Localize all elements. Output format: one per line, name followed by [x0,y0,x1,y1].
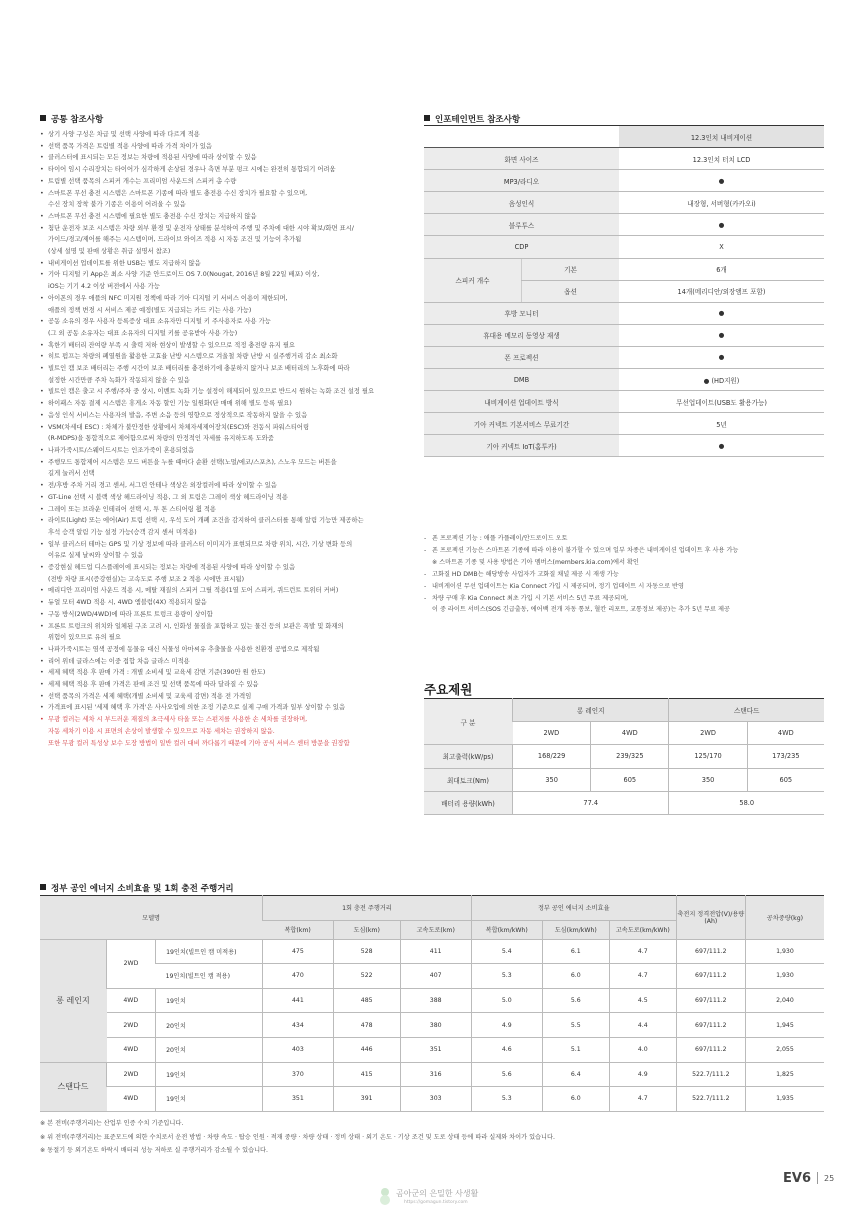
info-note: - 고화질 HD DMB는 해당방송 사업자가 고화질 채널 제공 시 재생 가능 [424,569,824,581]
note-item: • 그레이 또는 브라운 인테리어 선택 시, 투 톤 스티어링 휠 적용 [40,504,408,516]
power-label: 최고출력(kW/ps) [424,745,513,768]
note-item: • 라이트(Light) 또는 에어(Air) 트림 선택 시, 우석 도어 개폐 조건을 감지하여 클러스터를 통해 알림 기능만 제공하는 [40,515,408,527]
divider [817,1172,818,1184]
value-cell: 6.0 [542,1087,609,1112]
info-label: 기아 커넥트 IoT(홈투카) [424,435,619,457]
info-row [424,192,824,214]
value-cell: 5.1 [542,1037,609,1062]
info-value: 내장형, 서버형(카카오i) [619,192,824,214]
info-label: 휴대용 메모리 동영상 재생 [424,324,619,346]
torque-value: 350 [513,768,591,791]
value-cell: 470 [263,964,334,989]
efficiency-footnotes [40,1117,555,1158]
value-cell: 4.5 [609,988,676,1013]
info-note: - 폰 프로젝션 기능 : 애플 카플레이/안드로이드 오토 [424,533,824,545]
specs-title: 주요제원 [424,682,473,697]
note-item: • 빌트인 캠은 출고 시 주행/주차 중 상시, 이벤트 녹화 기능 설정이 해제되어 있으므로 반드시 원하는 녹화 조건 설정 필요 [40,386,408,398]
note-item: 후석 승객 알림 기능 설정 가능(승객 감지 센서 미적용) [48,528,197,536]
value-cell: 1,825 [745,1062,824,1087]
value-cell: 522.7/111.2 [676,1087,745,1112]
note-item: • 가격표에 표시된 '세제 혜택 후 가격'은 사사오입에 의한 조정 기준으로 실제 구매 가격과 일부 상이할 수 있음 [40,702,408,714]
note-item: • 혹한기 배터리 잔여량 부족 시 출력 저하 현상이 발생할 수 있으므로 적정 충전량 유지 필요 [40,340,408,352]
note-item: 길게 눌러서 선택 [48,470,95,478]
watermark [378,1186,488,1210]
note-item: • GT-Line 선택 시 블랙 색상 헤드라이닝 적용, 그 외 트림은 그레이 색상 헤드라이닝 적용 [40,492,408,504]
value-cell: 478 [333,1013,400,1038]
watermark-text: 곰아군의 은밀한 사생활 [396,1189,479,1198]
info-value: ● [619,324,824,346]
value-cell: 351 [400,1037,471,1062]
drive-cell: 4WD [591,722,669,745]
info-value: 5년 [619,413,824,435]
table-row [40,1013,824,1038]
drive-cell: 2WD [107,1013,156,1038]
note-item: 또한 무광 컬러 특성상 보수 도장 방법이 일반 컬러 대비 까다롭기 때문에 기아 공식 서비스 센터 방문을 권장함 [48,739,350,747]
efficiency-table [40,895,824,1112]
value-cell: 4.7 [609,939,676,964]
info-label: CDP [424,236,619,258]
info-note: ※ 스마트폰 기종 및 사용 방법은 기아 멤버스(members.kia.com)에서 확인 [432,558,639,566]
info-row [424,236,824,258]
info-row [424,148,824,170]
value-cell: 522.7/111.2 [676,1062,745,1087]
value-cell: 403 [263,1037,334,1062]
note-item: • 세제 혜택 적용 후 판매 가격은 판매 조건 및 선택 품목에 따라 달라질 수 있음 [40,679,408,691]
note-item: • 첨단 운전자 보조 시스템은 차량 외부 환경 및 운전자 상태를 분석하여 주행 및 주차에 대한 시야 확보/화면 표시/ [40,223,408,235]
drive-cell: 4WD [107,988,156,1013]
info-value: 12.3인치 터치 LCD [619,148,824,170]
common-notes-list [40,129,408,749]
page-num: 25 [824,1174,835,1183]
torque-label: 최대토크(Nm) [424,768,513,791]
eff-range-header: 1회 충전 주행거리 [263,896,472,921]
value-cell: 6.4 [542,1062,609,1087]
note-item: • 타이어 임시 수리장치는 타이어가 심각하게 손상된 경우나 측면 부분 펑크 시에는 완전히 통합되기 어려움 [40,164,408,176]
note-item: • 일부 클러스터 테마는 GPS 및 기상 정보에 따라 클러스터 이미지가 표현되므로 차량 위치, 시간, 기상 변화 등의 [40,539,408,551]
note-item: • 빌트인 캠 보조 배터리는 주행 시간이 보조 배터리를 충전하기에 충분하지 않거나 보조 배터리의 노후화에 따라 [40,363,408,375]
wheel-cell: 19인치(빌트인 캠 미적용) [156,939,263,964]
model-name: EV6 [783,1171,811,1186]
info-row [424,435,824,457]
note-item: • 프론트 트렁크의 위치와 일체된 구조 고려 시, 인화성 물질을 포함하고 있는 물건 등의 보관은 폭발 및 화재의 [40,621,408,633]
eff-sub-header: 도심(km) [333,920,400,939]
value-cell: 1,930 [745,939,824,964]
note-item: • 하이패스 자동 결제 시스템은 휴게소 자동 할인 기능 일원화(단 매매 위해 별도 등록 필요) [40,398,408,410]
note-item: (전방 차량 표시(증강현실)는 고속도로 주행 보조 2 적용 시에만 표시됨) [48,575,245,583]
specs-long-range: 롱 레인지 [513,699,669,722]
speaker-option-value: 14개(메리디안/외장앰프 포함) [619,280,824,302]
infotainment-notes [424,533,824,616]
drive-cell: 2WD [107,1062,156,1087]
note-item: • 듀얼 모터 4WD 적용 시, 4WD 엠블럼(4X) 적용되지 않음 [40,597,408,609]
value-cell: 522 [333,964,400,989]
value-cell: 351 [263,1087,334,1112]
table-row [40,988,824,1013]
info-row [424,302,824,324]
note-item: • 나파가죽시트/스웨이드시트는 인조가죽이 혼용되었음 [40,445,408,457]
info-header-row [424,126,824,148]
wheel-cell: 20인치 [156,1037,263,1062]
value-cell: 4.0 [609,1037,676,1062]
value-cell: 697/111.2 [676,1013,745,1038]
note-item: • 기아 디지털 키 App은 최소 사양 기준 안드로이드 OS 7.0(Nougat, 2016년 8월 22일 배포) 이상, [40,269,408,281]
value-cell: 415 [333,1062,400,1087]
note-item: • 메리디안 프리미엄 사운드 적용 시, 메탈 재질의 스피커 그릴 적용(1열 도어 스피커, 퀴드런트 트위터 커버) [40,585,408,597]
torque-value: 605 [747,768,824,791]
value-cell: 5.3 [471,1087,542,1112]
eff-model-header: 모델명 [40,896,263,940]
table-row [40,1062,824,1087]
eff-sub-header: 복합(km/kWh) [471,920,542,939]
info-row [424,346,824,368]
wheel-cell: 19인치 [156,988,263,1013]
battery-label: 배터리 용량(kWh) [424,791,513,814]
info-value: ● [619,302,824,324]
common-notes [40,113,408,749]
value-cell: 388 [400,988,471,1013]
note-item: • 무광 컬러는 세차 시 부드러운 재질의 초극세사 타올 또는 스펀지를 사용한 손 세차를 권장하며, [40,714,408,726]
note-item: • 나파가죽시트는 염색 공정에 동물유 대신 식물성 아마씨유 추출물을 사용한 친환경 공법으로 제작됨 [40,644,408,656]
note-item: • 공동 소유의 경우 사용자 등록증상 대표 소유자만 디지털 키 주사용자로 사용 가능 [40,316,408,328]
note-item: • 히트 펌프는 차량의 폐열원을 활용한 고효율 난방 시스템으로 겨울철 차량 난방 시 실주행거리 감소 최소화 [40,351,408,363]
info-note: - 내비게이션 무선 업데이트는 Kia Connect 가입 시 제공되며, 정기 업데이트 시 자동으로 반영 [424,581,824,593]
note-item: (그 외 공동 소유자는 대표 소유자의 디지털 키를 공유받아 사용 가능) [48,329,238,337]
note-item: • 아이폰의 경우 애플의 NFC 미지원 정책에 따라 기아 디지털 키 서비스 이용이 제한되며, [40,293,408,305]
eff-voltage-header: 축전지 정격전압(V)/용량(Ah) [676,896,745,940]
torque-value: 350 [669,768,747,791]
info-value: X [619,236,824,258]
note-item: • 내비게이션 업데이트를 위한 USB는 별도 지급하지 않음 [40,258,408,270]
value-cell: 446 [333,1037,400,1062]
table-row [40,1037,824,1062]
value-cell: 5.5 [542,1013,609,1038]
info-col-header: 12.3인치 내비게이션 [619,126,824,148]
torque-value: 605 [591,768,669,791]
value-cell: 1,930 [745,964,824,989]
speaker-basic-value: 6개 [619,258,824,280]
eff-sub-header: 고속도로(km/kWh) [609,920,676,939]
speaker-basic-label: 기본 [522,258,620,280]
drive-cell: 4WD [747,722,824,745]
note-item: • 트림별 선택 품목의 스피커 개수는 프리미엄 사운드의 스피커 총 수량 [40,176,408,188]
note-item: iOS는 기기 4.2 이상 버전에서 사용 가능 [48,283,160,291]
infotainment-title: 인포테인먼트 참조사항 [424,113,520,125]
info-note: - 폰 프로젝션 기능은 스마트폰 기종에 따라 이용이 불가할 수 있으며 일부 차종은 내비게이션 업데이트 후 사용 가능 [424,545,824,557]
value-cell: 4.4 [609,1013,676,1038]
watermark-url: https://gomagun.tistory.com [404,1200,468,1205]
model-standard: 스탠다드 [40,1062,107,1111]
value-cell: 1,935 [745,1087,824,1112]
table-row [40,1087,824,1112]
value-cell: 4.9 [609,1062,676,1087]
value-cell: 5.6 [471,1062,542,1087]
info-value: ● [619,214,824,236]
specs-table [424,698,824,815]
note-item: 이유로 실제 날씨와 상이할 수 있음 [48,552,144,560]
info-value: ● [619,346,824,368]
battery-value: 77.4 [513,791,669,814]
note-item: • 세제 혜택 적용 후 판매 가격 : 개별 소비세 및 교육세 감면 기준(390만 원 한도) [40,667,408,679]
eff-sub-header: 고속도로(km) [400,920,471,939]
value-cell: 407 [400,964,471,989]
battery-value: 58.0 [669,791,824,814]
info-row [424,170,824,192]
table-row [40,939,824,964]
info-label: 폰 프로젝션 [424,346,619,368]
note-item: 위험이 있으므로 유의 필요 [48,634,121,642]
speaker-option-label: 옵션 [522,280,620,302]
value-cell: 485 [333,988,400,1013]
speaker-label: 스피커 개수 [424,258,522,302]
wheel-cell: 20인치 [156,1013,263,1038]
power-value: 125/170 [669,745,747,768]
value-cell: 697/111.2 [676,964,745,989]
note-item: • 클러스터에 표시되는 모든 정보는 차량에 적용된 사양에 따라 상이할 수 있음 [40,152,408,164]
note-item: • 스마트폰 무선 충전 시스템에 필요한 별도 충전용 수신 장치는 지급하지 않음 [40,211,408,223]
value-cell: 411 [400,939,471,964]
value-cell: 391 [333,1087,400,1112]
note-item: • 리어 위데 글라스에는 이중 접합 차음 글라스 미적용 [40,656,408,668]
value-cell: 1,945 [745,1013,824,1038]
value-cell: 380 [400,1013,471,1038]
info-row [424,214,824,236]
note-item: 수신 장치 장착 불가 기종은 이용이 어려울 수 있음 [48,201,186,209]
info-value: ● [619,170,824,192]
note-item: • 스마트폰 무선 충전 시스템은 스마트폰 기종에 따라 별도 충전용 수신 장치가 필요할 수 있으며, [40,188,408,200]
bear-icon [378,1186,392,1206]
value-cell: 5.4 [471,939,542,964]
note-item: • 선택 품목의 가격은 세제 혜택(개별 소비세 및 교육세 감면) 적용 전 가격임 [40,691,408,703]
info-label: 블루투스 [424,214,619,236]
value-cell: 697/111.2 [676,1037,745,1062]
drive-cell: 2WD [669,722,747,745]
power-value: 168/229 [513,745,591,768]
value-cell: 2,055 [745,1037,824,1062]
note-item: 자동 세차기 이용 시 표면의 손상이 발생할 수 있으므로 자동 세차는 권장하지 않음. [48,727,275,735]
value-cell: 528 [333,939,400,964]
note-item: • 상기 사양 구성은 차급 및 선택 사양에 따라 다르게 적용 [40,129,408,141]
note-item: • VSM(차세대 ESC) : 차체가 불안정한 상황에서 차체자세제어장치(ESC)와 전동식 파워스티어링 [40,422,408,434]
specs-group-label: 구 분 [424,699,513,745]
infotainment-section [424,113,520,125]
value-cell: 6.1 [542,939,609,964]
footnote: ※ 동절기 등 외기온도 하락시 배터리 성능 저하로 실 주행거리가 감소될 수 있습니다. [40,1147,268,1154]
info-value: 무선업데이트(USB도 활용가능) [619,391,824,413]
info-note: - 차량 구매 후 Kia Connect 최초 가입 시 기본 서비스 5년 무료 제공되며, [424,593,824,605]
info-row [424,391,824,413]
info-label: MP3/라디오 [424,170,619,192]
drive-cell: 4WD [107,1087,156,1112]
drive-cell: 2WD [107,939,156,988]
specs-standard: 스탠다드 [669,699,824,722]
info-label: 후방 모니터 [424,302,619,324]
info-note: 이 중 라이트 서비스(SOS 긴급출동, 에어백 전개 자동 통보, 혈칸 리포트, 교통정보 제공)는 추가 5년 무료 제공 [432,606,730,614]
power-value: 239/325 [591,745,669,768]
note-item: • 구동 방식(2WD/4WD)에 따라 프론트 트렁크 용량이 상이함 [40,609,408,621]
info-label: 내비게이션 업데이트 방식 [424,391,619,413]
value-cell: 4.7 [609,1087,676,1112]
info-value: ● [619,435,824,457]
value-cell: 4.9 [471,1013,542,1038]
value-cell: 5.3 [471,964,542,989]
drive-cell: 2WD [513,722,591,745]
value-cell: 441 [263,988,334,1013]
eff-weight-header: 공차중량(kg) [745,896,824,940]
note-item: 설정한 시간만큼 주차 녹화가 작동되지 않을 수 있음 [48,376,190,384]
table-row [40,964,824,989]
note-item: • 음성 인식 서비스는 사용자의 발음, 주변 소음 등의 영향으로 정상적으로 작동하지 않을 수 있음 [40,410,408,422]
note-item: (상세 설명 및 판매 상황은 취급 설명서 참조) [48,248,171,256]
note-item: • 주행모드 통합제어 시스템은 모드 버튼을 누를 때마다 순환 선택(노멀/에코/스포츠), 스노우 모드는 버튼을 [40,457,408,469]
drive-cell: 4WD [107,1037,156,1062]
common-notes-title: 공통 참조사항 [40,113,408,125]
power-value: 173/235 [747,745,824,768]
info-label: 음성인식 [424,192,619,214]
value-cell: 697/111.2 [676,988,745,1013]
value-cell: 434 [263,1013,334,1038]
value-cell: 5.0 [471,988,542,1013]
value-cell: 4.6 [471,1037,542,1062]
value-cell: 303 [400,1087,471,1112]
wheel-cell: 19인치 [156,1087,263,1112]
value-cell: 370 [263,1062,334,1087]
eff-sub-header: 도심(km/kWh) [542,920,609,939]
note-item: 애플의 정책 변경 시 서비스 제공 예정(별도 지급되는 카드 키는 사용 가능) [48,306,252,314]
wheel-cell: 19인치(빌트인 캠 적용) [156,964,263,989]
page-number [783,1171,834,1186]
value-cell: 4.7 [609,964,676,989]
note-item: • 전/후방 주차 거리 경고 센서, 서그린 안테나 색상은 외장컬러에 따라 상이할 수 있음 [40,480,408,492]
info-row [424,369,824,391]
note-item: 가이드/경고/제어를 해주는 시스템이며, 드라이브 와이즈 적용 시 자동 조건 및 기능이 추가됨 [48,236,302,244]
model-long-range: 롱 레인지 [40,939,107,1062]
value-cell: 316 [400,1062,471,1087]
efficiency-title: 정부 공인 에너지 소비효율 및 1회 충전 주행거리 [40,882,234,894]
note-item: • 선택 품목 가격은 트림별 적용 사양에 따라 가격 차이가 있음 [40,141,408,153]
info-row [424,324,824,346]
infotainment-table [424,125,824,457]
eff-eff-header: 정부 공인 에너지 소비효율 [471,896,676,921]
value-cell: 2,040 [745,988,824,1013]
value-cell: 5.6 [542,988,609,1013]
value-cell: 475 [263,939,334,964]
footnote: ※ 위 전비(주행거리)는 표준모드에 의한 수치로서 운전 방법 · 차량 속도 · 탑승 인원 · 적재 중량 · 차량 상태 · 정비 상태 · 외기 온도 · 기상 조건 및 도로 상태 등에 따라 실제와 차이가 있습니다. [40,1133,555,1141]
info-row [424,413,824,435]
value-cell: 6.0 [542,964,609,989]
eff-sub-header: 복합(km) [263,920,334,939]
info-label: 기아 커넥트 기본서비스 무료기간 [424,413,619,435]
value-cell: 697/111.2 [676,939,745,964]
wheel-cell: 19인치 [156,1062,263,1087]
note-item: (R-MDPS)을 통합적으로 제어함으로써 차량의 안정적인 자세를 유지하도록 도와줌 [48,435,274,443]
footnote: ※ 본 전비(주행거리)는 산업부 인증 수치 기준입니다. [40,1120,184,1127]
info-label: DMB [424,369,619,391]
note-item: • 증강현실 헤드업 디스플레이에 표시되는 정보는 차량에 적용된 사양에 따라 상이할 수 있음 [40,562,408,574]
info-value: ● (HD지원) [619,369,824,391]
info-label: 화면 사이즈 [424,148,619,170]
